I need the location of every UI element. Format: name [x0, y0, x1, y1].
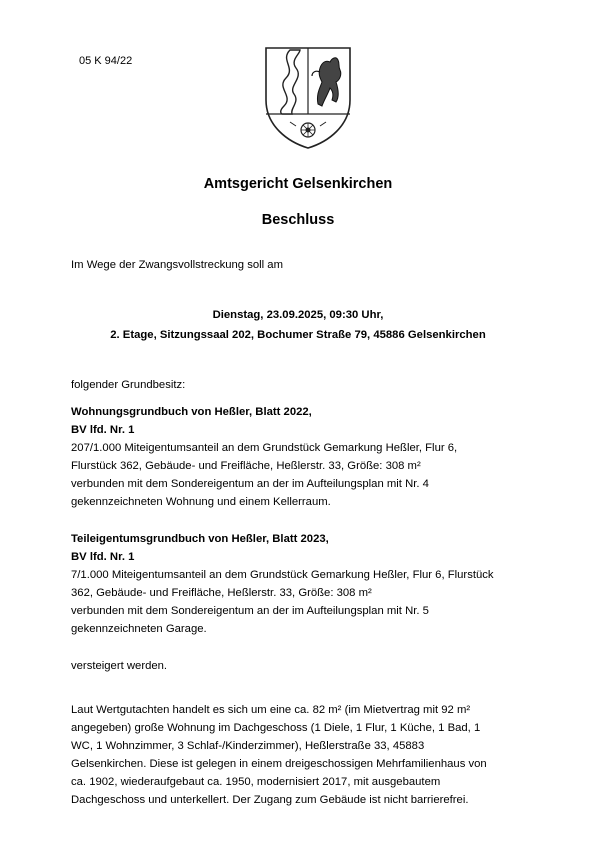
property-intro: folgender Grundbesitz:: [71, 379, 186, 391]
property-1: [71, 403, 457, 511]
property-2-subtitle: BV lfd. Nr. 1: [71, 551, 135, 563]
property-1-line: gekennzeichneten Wohnung und einem Kellerraum.: [71, 496, 331, 508]
description: [71, 701, 487, 809]
property-1-line: verbunden mit dem Sondereigentum an der im Aufteilungsplan mit Nr. 4: [71, 478, 429, 490]
property-2-title: Teileigentumsgrundbuch von Heßler, Blatt 2023,: [71, 533, 329, 545]
property-2-line: 362, Gebäude- und Freifläche, Heßlerstr. 33, Größe: 308 m²: [71, 587, 372, 599]
property-1-title: Wohnungsgrundbuch von Heßler, Blatt 2022,: [71, 406, 312, 418]
description-line: WC, 1 Wohnzimmer, 3 Schlaf-/Kinderzimmer), Heßlerstraße 33, 45883: [71, 740, 425, 752]
document-type: Beschluss: [261, 212, 335, 228]
property-2-line: 7/1.000 Miteigentumsanteil an dem Grundstück Gemarkung Heßler, Flur 6, Flurstück: [71, 569, 494, 581]
property-1-line: 207/1.000 Miteigentumsanteil an dem Grundstück Gemarkung Heßler, Flur 6,: [71, 442, 458, 454]
court-name: Amtsgericht Gelsenkirchen: [203, 176, 393, 192]
property-2-line: gekennzeichneten Garage.: [71, 623, 207, 635]
description-line: Gelsenkirchen. Diese ist gelegen in einem dreigeschossigen Mehrfamilienhaus von: [71, 758, 487, 770]
description-line: Dachgeschoss und unterkellert. Der Zugang zum Gebäude ist nicht barrierefrei.: [71, 794, 469, 806]
property-2: [71, 530, 494, 638]
nrw-coat-of-arms-icon: [260, 44, 356, 152]
appointment-location: 2. Etage, Sitzungssaal 202, Bochumer Straße 79, 45886 Gelsenkirchen: [110, 329, 486, 341]
property-2-line: verbunden mit dem Sondereigentum an der im Aufteilungsplan mit Nr. 5: [71, 605, 429, 617]
description-line: Laut Wertgutachten handelt es sich um eine ca. 82 m² (im Mietvertrag mit 92 m²: [71, 704, 471, 716]
property-1-line: Flurstück 362, Gebäude- und Freifläche, Heßlerstr. 33, Größe: 308 m²: [71, 460, 421, 472]
property-1-subtitle: BV lfd. Nr. 1: [71, 424, 135, 436]
appointment-date: Dienstag, 23.09.2025, 09:30 Uhr,: [212, 309, 384, 321]
description-line: angegeben) große Wohnung im Dachgeschoss (1 Diele, 1 Flur, 1 Küche, 1 Bad, 1: [71, 722, 481, 734]
case-number: 05 K 94/22: [79, 55, 133, 67]
description-line: ca. 1902, wiederaufgebaut ca. 1950, modernisiert 2017, mit ausgebautem: [71, 776, 441, 788]
auction-text: versteigert werden.: [71, 660, 168, 672]
intro-text: Im Wege der Zwangsvollstreckung soll am: [71, 259, 284, 271]
